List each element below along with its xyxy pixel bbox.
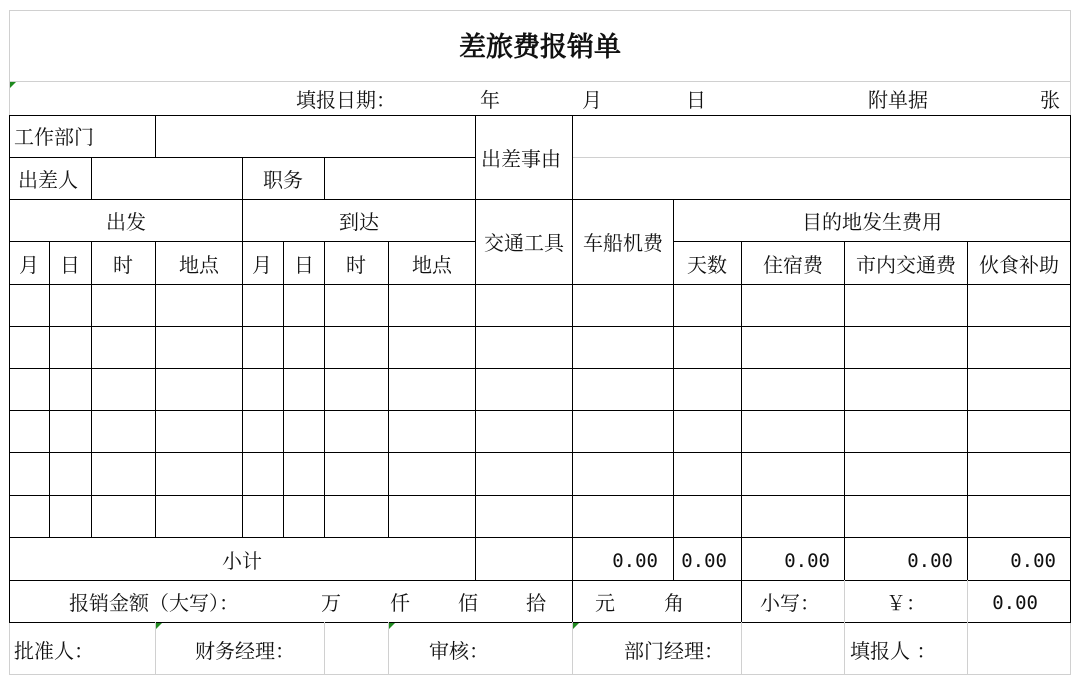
dept-manager-label: 部门经理： (624, 639, 724, 663)
cell-marker-icon (156, 623, 162, 629)
attachment-label: 附单据 (868, 88, 928, 112)
city-transport-header: 市内交通费 (856, 253, 956, 277)
gridline (9, 81, 1071, 82)
arrive-place-header: 地点 (412, 253, 452, 277)
border-line (9, 410, 1071, 411)
border-line (9, 368, 1071, 369)
border-line (9, 115, 10, 623)
dept-label: 工作部门 (14, 125, 94, 149)
border-line (388, 241, 389, 537)
border-line (9, 580, 1071, 581)
attachment-unit: 张 (1040, 88, 1060, 112)
unit-wan: 万 (321, 591, 341, 615)
arrive-day-header: 日 (294, 253, 314, 277)
depart-month-header: 月 (19, 253, 39, 277)
meal-allowance-header: 伙食补助 (979, 253, 1059, 277)
border-line (475, 115, 476, 580)
approver-label: 批准人： (14, 639, 94, 663)
year-label: 年 (480, 88, 500, 112)
border-line (9, 537, 1071, 538)
border-line (283, 241, 284, 537)
border-line (49, 241, 50, 537)
border-line (673, 199, 674, 580)
border-line (1070, 115, 1071, 623)
unit-jiao: 角 (664, 591, 684, 615)
gridline (324, 622, 325, 675)
border-line (844, 241, 845, 580)
reason-label: 出差事由 (481, 147, 561, 171)
amount-figures-value: 0.00 (992, 592, 1038, 614)
gridline (741, 622, 742, 675)
depart-place-header: 地点 (179, 253, 219, 277)
border-line (9, 284, 1071, 285)
border-line (572, 115, 573, 622)
traveler-label: 出差人 (18, 168, 78, 192)
border-line (91, 157, 92, 199)
border-line (155, 241, 156, 537)
gridline (844, 622, 845, 675)
depart-hour-header: 时 (113, 253, 133, 277)
destination-costs-header: 目的地发生费用 (802, 210, 942, 234)
border-line (741, 580, 742, 622)
finance-manager-label: 财务经理： (195, 639, 295, 663)
subtotal-lodging: 0.00 (784, 550, 830, 572)
amount-figures-label: 小写： (760, 591, 820, 615)
subtotal-fare: 0.00 (612, 550, 658, 572)
border-line (673, 241, 1071, 242)
gridline (572, 157, 1070, 158)
unit-qian: 仟 (390, 591, 410, 615)
month-label: 月 (582, 88, 602, 112)
gridline (155, 622, 156, 675)
border-line (9, 115, 1071, 116)
border-line (242, 157, 243, 199)
gridline (572, 622, 573, 675)
border-line (155, 115, 156, 157)
border-line (9, 199, 1071, 200)
border-line (91, 241, 92, 537)
cell-marker-icon (10, 82, 16, 88)
depart-header: 出发 (106, 210, 146, 234)
amount-in-words-label: 报销金额（大写）： (69, 591, 239, 615)
depart-day-header: 日 (60, 253, 80, 277)
fill-date-label: 填报日期： (296, 88, 396, 112)
subtotal-meal: 0.00 (1010, 550, 1056, 572)
border-line (9, 326, 1071, 327)
border-line (967, 241, 968, 580)
gridline (844, 580, 845, 622)
audit-label: 审核： (429, 639, 489, 663)
unit-bai: 佰 (458, 591, 478, 615)
form-title: 差旅费报销单 (459, 32, 621, 63)
border-line (9, 452, 1071, 453)
border-line (324, 241, 325, 537)
lodging-header: 住宿费 (763, 253, 823, 277)
subtotal-label: 小计 (222, 549, 262, 573)
gridline (967, 580, 968, 675)
border-line (9, 622, 1071, 623)
transport-header: 交通工具 (484, 231, 564, 255)
filler-label: 填报人 ： (850, 639, 937, 663)
border-line (9, 495, 1071, 496)
gridline (9, 10, 1071, 11)
gridline (9, 674, 1071, 675)
day-label: 日 (686, 88, 706, 112)
position-label: 职务 (263, 168, 303, 192)
unit-shi: 拾 (526, 591, 546, 615)
border-line (741, 241, 742, 580)
yen-label: ￥： (886, 591, 926, 615)
unit-yuan: 元 (595, 591, 615, 615)
arrive-header: 到达 (339, 210, 379, 234)
arrive-hour-header: 时 (346, 253, 366, 277)
border-line (324, 157, 325, 199)
days-header: 天数 (687, 253, 727, 277)
arrive-month-header: 月 (252, 253, 272, 277)
cell-marker-icon (389, 623, 395, 629)
subtotal-days: 0.00 (681, 550, 727, 572)
gridline (388, 622, 389, 675)
fare-header: 车船机费 (583, 231, 663, 255)
cell-marker-icon (573, 623, 579, 629)
subtotal-city-transport: 0.00 (907, 550, 953, 572)
border-line (242, 199, 243, 537)
